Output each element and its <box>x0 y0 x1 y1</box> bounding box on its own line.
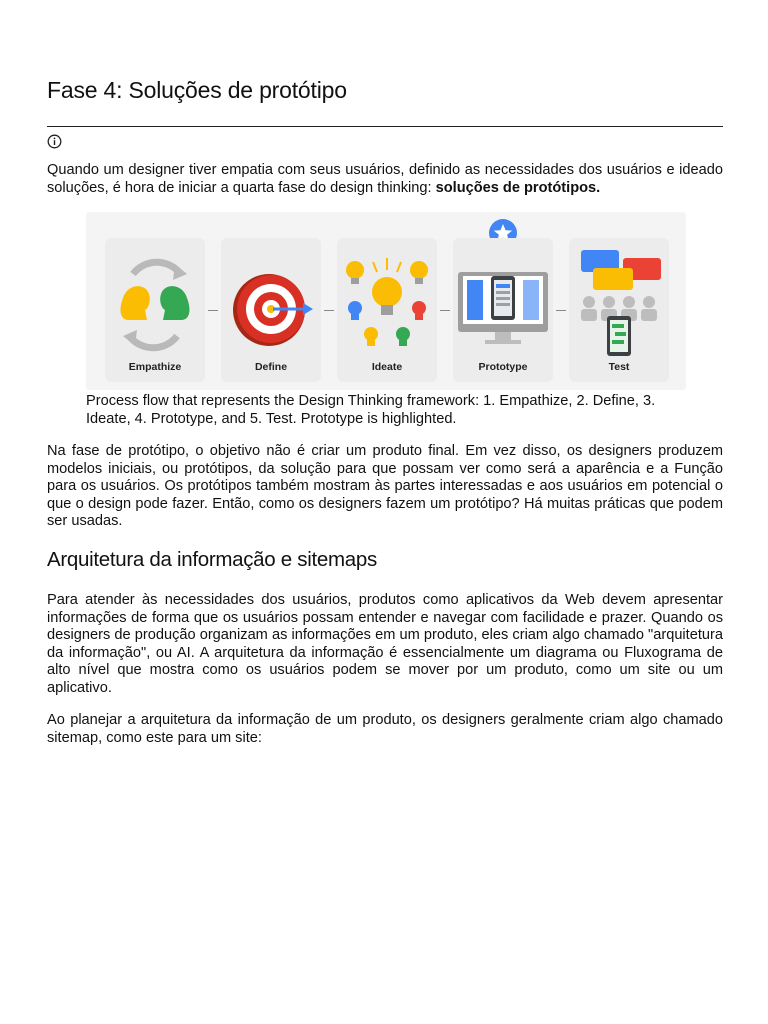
connector <box>556 310 566 311</box>
step-card-define <box>221 238 321 382</box>
connector <box>324 310 334 311</box>
step-card-ideate <box>337 238 437 382</box>
intro-paragraph <box>47 162 723 197</box>
sitemap-paragraph: Ao planejar a arquitetura da informação de um produto, os designers geralmente criam algo chamado sitemap, como este para um site: <box>47 712 723 746</box>
ia-paragraph: Para atender às necessidades dos usuários, produtos como aplicativos da Web devem apresentar informações de forma que os usuários possam entender e navegar com facilidade e prazer. Quando os designers de produção organizam as informações em um produto, eles criam algo chamado "arquitetura da informação", ou AI. A arquitetura da informação é essencialmente um diagrama ou Fluxograma de alto nível que mostra como os usuários podem se mover por um produto, como um site ou um aplicativo. <box>47 592 723 696</box>
step-label-prototype: Prototype <box>478 361 528 373</box>
intro-bold-text: soluções de protótipos. <box>435 179 601 196</box>
step-label-test: Test <box>608 361 630 373</box>
step-label-ideate: Ideate <box>371 361 403 373</box>
connector <box>208 310 218 311</box>
step-card-prototype <box>453 238 553 382</box>
page-title: Fase 4: Soluções de protótipo <box>47 77 347 103</box>
design-thinking-figure <box>86 212 686 390</box>
intro-text: Quando um designer tiver empatia com seus usuários, definido as necessidades dos usuários e ideado soluções, é hora de iniciar a quarta fase do design thinking: <box>47 162 723 196</box>
info-icon[interactable] <box>47 134 62 149</box>
connector <box>440 310 450 311</box>
step-card-empathize <box>105 238 205 382</box>
step-label-define: Define <box>254 361 288 373</box>
step-label-empathize: Empathize <box>128 361 182 373</box>
figure-caption: Process flow that represents the Design Thinking framework: 1. Empathize, 2. Define, 3. Ideate, 4. Prototype, and 5. Test. Prototype is highlighted. <box>86 393 656 427</box>
section-heading: Arquitetura da informação e sitemaps <box>47 548 377 571</box>
divider <box>47 126 723 127</box>
step-card-test <box>569 238 669 382</box>
prototype-paragraph: Na fase de protótipo, o objetivo não é criar um produto final. Em vez disso, os designers produzem modelos iniciais, ou protótipos, da solução para que possam ver como será a aparência e a Função para os usuários. Os protótipos também mostram às partes interessadas e aos usuários em potencial o que o design pode fazer. Então, como os designers fazem um protótipo? Há muitas práticas que podem ser usadas. <box>47 443 723 529</box>
